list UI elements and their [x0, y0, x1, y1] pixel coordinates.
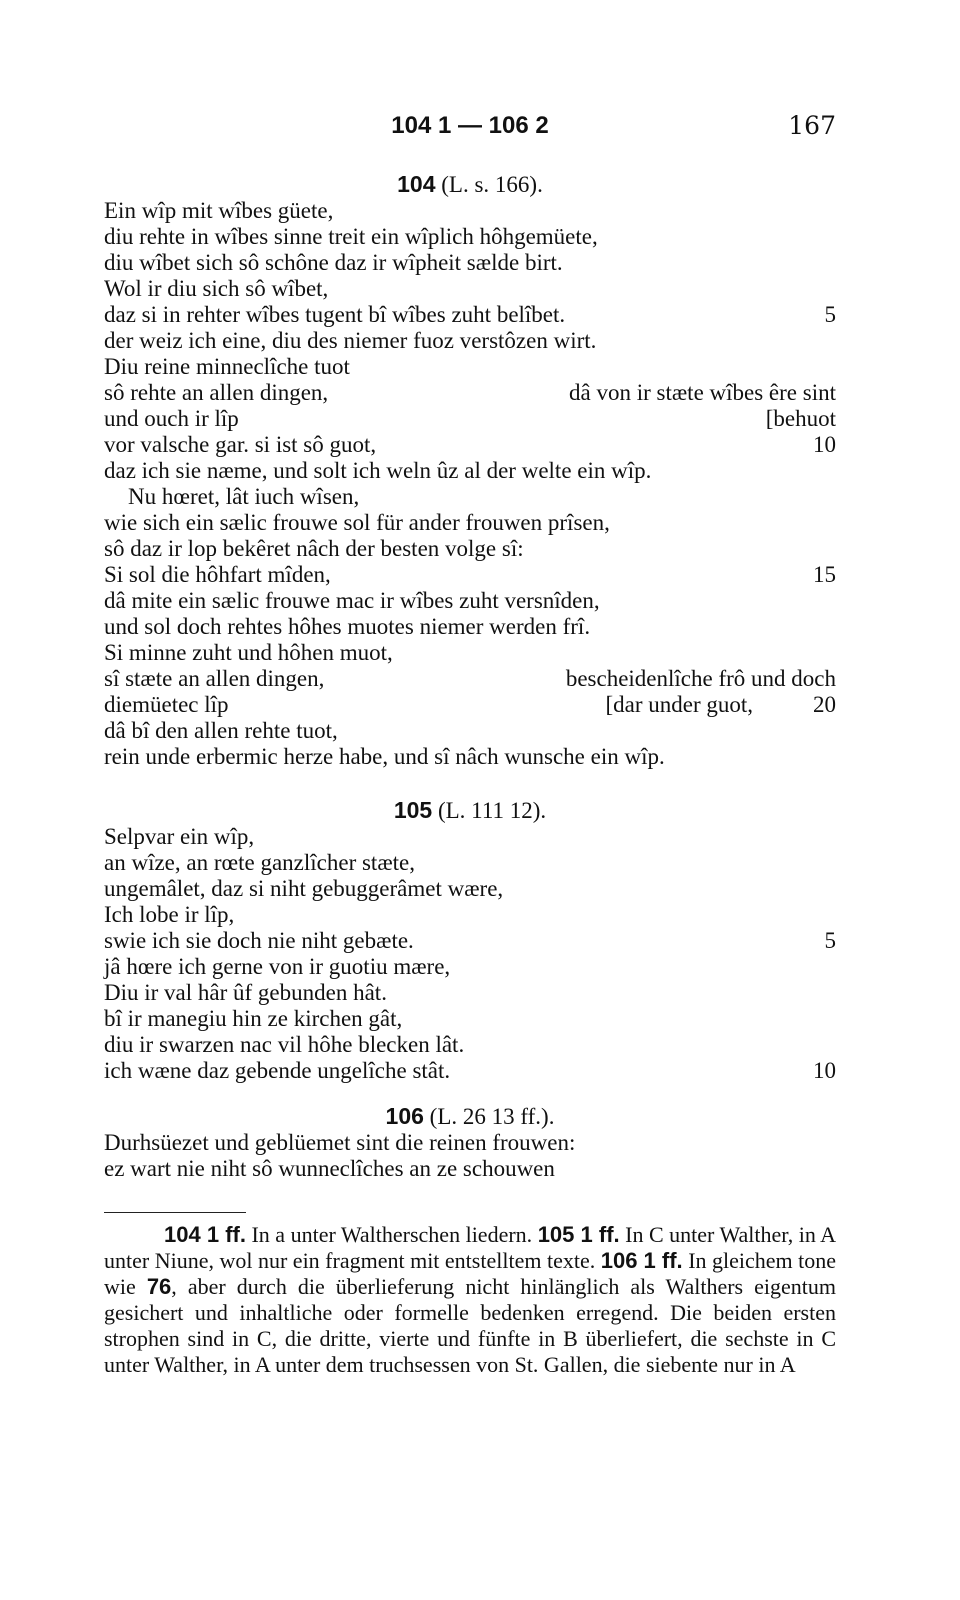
- verse-text: sô daz ir lop bekêret nâch der besten volge sî:: [104, 536, 524, 561]
- verse-text: Selpvar ein wîp,: [104, 824, 255, 849]
- verse-line: [104, 928, 836, 954]
- running-head: 104 1 — 106 2: [391, 112, 549, 139]
- poem-reference: (L. 111 12).: [437, 798, 547, 823]
- note-106-ref: 106 1 ff.: [600, 1248, 683, 1273]
- verse-text: Si minne zuht und hôhen muot,: [104, 640, 393, 665]
- verse-line: [104, 354, 836, 380]
- poem-104-lines: [104, 198, 836, 770]
- verse-text: Nu hœret, lât iuch wîsen,: [128, 484, 360, 509]
- verse-text: bî ir manegiu hin ze kirchen gât,: [104, 1006, 403, 1031]
- poem-104-heading: [104, 170, 836, 198]
- poem-106-heading: [104, 1102, 836, 1130]
- verse-line: [104, 198, 836, 224]
- poem-105-lines: [104, 824, 836, 1084]
- verse-text: Diu ir val hâr ûf gebunden hât.: [104, 980, 387, 1005]
- note-105-text: In C unter Walther, in A unter Niune, wol nur ein fragment mit entstelltem texte.: [104, 1222, 837, 1273]
- poem-number: 104: [397, 171, 436, 197]
- verse-text: Durhsüezet und geblüemet sint die reinen frouwen:: [104, 1130, 576, 1155]
- note-106-text-a: In gleichem tone wie: [104, 1248, 837, 1299]
- verse-text-continuation: dâ von ir stæte wîbes êre sint: [568, 380, 836, 405]
- verse-line: [104, 1032, 836, 1058]
- line-number: 10: [813, 432, 836, 457]
- verse-line: [104, 276, 836, 302]
- verse-line: [104, 876, 836, 902]
- verse-text-continuation: [behuot: [765, 406, 836, 431]
- verse-line: [104, 1130, 836, 1156]
- verse-line: [104, 536, 836, 562]
- note-104-ref: 104 1 ff.: [164, 1222, 246, 1247]
- verse-text: und ouch ir lîp: [104, 406, 239, 431]
- note-106-text-b: , aber durch die überlieferung nicht hinlänglich als Walthers eigentum gesichert und inhaltliche oder formelle bedenken erregend. Die beiden ersten strophen sind in C, die dritte, vierte und fünfte in B überliefert, die sechste in C unter Walther, in A unter dem truchsessen von St. Gallen, die siebente nur in A: [104, 1274, 837, 1377]
- verse-line: [104, 824, 836, 850]
- footnotes: [104, 1222, 836, 1378]
- verse-text: dâ bî den allen rehte tuot,: [104, 718, 338, 743]
- line-number: 10: [813, 1058, 836, 1083]
- verse-line: [104, 250, 836, 276]
- verse-text: ich wæne daz gebende ungelîche stât.: [104, 1058, 451, 1083]
- note-105-ref: 105 1 ff.: [537, 1222, 620, 1247]
- poem-105-heading: [104, 796, 836, 824]
- verse-text-continuation: [dar under guot,: [605, 692, 753, 717]
- verse-text: diu wîbet sich sô schône daz ir wîpheit sælde birt.: [104, 250, 563, 275]
- verse-text: jâ hœre ich gerne von ir guotiu mære,: [104, 954, 451, 979]
- verse-line: [104, 718, 836, 744]
- verse-line: [104, 380, 836, 406]
- verse-text: diu rehte in wîbes sinne treit ein wîplich hôhgemüete,: [104, 224, 598, 249]
- verse-text: der weiz ich eine, diu des niemer fuoz verstôzen wirt.: [104, 328, 597, 353]
- verse-line: [104, 954, 836, 980]
- verse-line: [104, 432, 836, 458]
- footnote-rule: [104, 1212, 246, 1213]
- verse-text: ungemâlet, daz si niht gebuggerâmet wære,: [104, 876, 504, 901]
- verse-text: dâ mite ein sælic frouwe mac ir wîbes zuht versnîden,: [104, 588, 600, 613]
- verse-line: [104, 510, 836, 536]
- verse-line: [104, 980, 836, 1006]
- verse-text: swie ich sie doch nie niht gebæte.: [104, 928, 414, 953]
- verse-line: [104, 666, 836, 692]
- verse-line: [104, 692, 836, 718]
- verse-text: daz ich sie næme, und solt ich weln ûz al der welte ein wîp.: [104, 458, 652, 483]
- poem-text-block: [104, 170, 836, 1182]
- line-number: 5: [824, 928, 836, 953]
- poem-number: 105: [393, 797, 433, 823]
- verse-text: wie sich ein sælic frouwe sol für ander frouwen prîsen,: [104, 510, 610, 535]
- verse-text: rein unde erbermic herze habe, und sî nâch wunsche ein wîp.: [104, 744, 665, 769]
- verse-text: sô rehte an allen dingen,: [104, 380, 329, 405]
- verse-line: [104, 406, 836, 432]
- poem-106-lines: [104, 1130, 836, 1182]
- verse-text: ez wart nie niht sô wunneclîches an ze schouwen: [104, 1156, 555, 1181]
- verse-line: [104, 328, 836, 354]
- verse-line: [104, 224, 836, 250]
- verse-text: und sol doch rehtes hôhes muotes niemer werden frî.: [104, 614, 591, 639]
- verse-text: vor valsche gar. si ist sô guot,: [104, 432, 377, 457]
- verse-line: [104, 614, 836, 640]
- verse-text: diu ir swarzen nac vil hôhe blecken lât.: [104, 1032, 465, 1057]
- verse-line: [104, 458, 836, 484]
- line-number: 15: [813, 562, 836, 587]
- line-number: 5: [824, 302, 836, 327]
- line-number: 20: [813, 692, 836, 717]
- verse-text-continuation: bescheidenlîche frô und doch: [565, 666, 836, 691]
- verse-text: diemüetec lîp: [104, 692, 229, 717]
- verse-line: [104, 640, 836, 666]
- verse-text: Wol ir diu sich sô wîbet,: [104, 276, 329, 301]
- poem-reference: (L. s. 166).: [441, 172, 543, 197]
- verse-line: [104, 562, 836, 588]
- verse-line: [104, 1058, 836, 1084]
- note-106-xref: 76: [146, 1274, 172, 1299]
- verse-text: Ich lobe ir lîp,: [104, 902, 235, 927]
- verse-line: [104, 588, 836, 614]
- page-number: 167: [788, 111, 836, 140]
- poem-number: 106: [385, 1103, 424, 1129]
- verse-line: [104, 850, 836, 876]
- verse-line: [104, 484, 836, 510]
- verse-text: Si sol die hôhfart mîden,: [104, 562, 331, 587]
- verse-text: Diu reine minneclîche tuot: [104, 354, 350, 379]
- page-header: [104, 108, 836, 144]
- verse-line: [104, 1156, 836, 1182]
- verse-line: [104, 902, 836, 928]
- verse-text: an wîze, an rœte ganzlîcher stæte,: [104, 850, 416, 875]
- verse-text: daz si in rehter wîbes tugent bî wîbes zuht belîbet.: [104, 302, 566, 327]
- verse-line: [104, 744, 836, 770]
- verse-text: Ein wîp mit wîbes güete,: [104, 198, 334, 223]
- poem-reference: (L. 26 13 ff.).: [429, 1104, 555, 1129]
- verse-line: [104, 1006, 836, 1032]
- note-104-text: In a unter Waltherschen liedern.: [251, 1222, 533, 1247]
- verse-line: [104, 302, 836, 328]
- verse-text: sî stæte an allen dingen,: [104, 666, 325, 691]
